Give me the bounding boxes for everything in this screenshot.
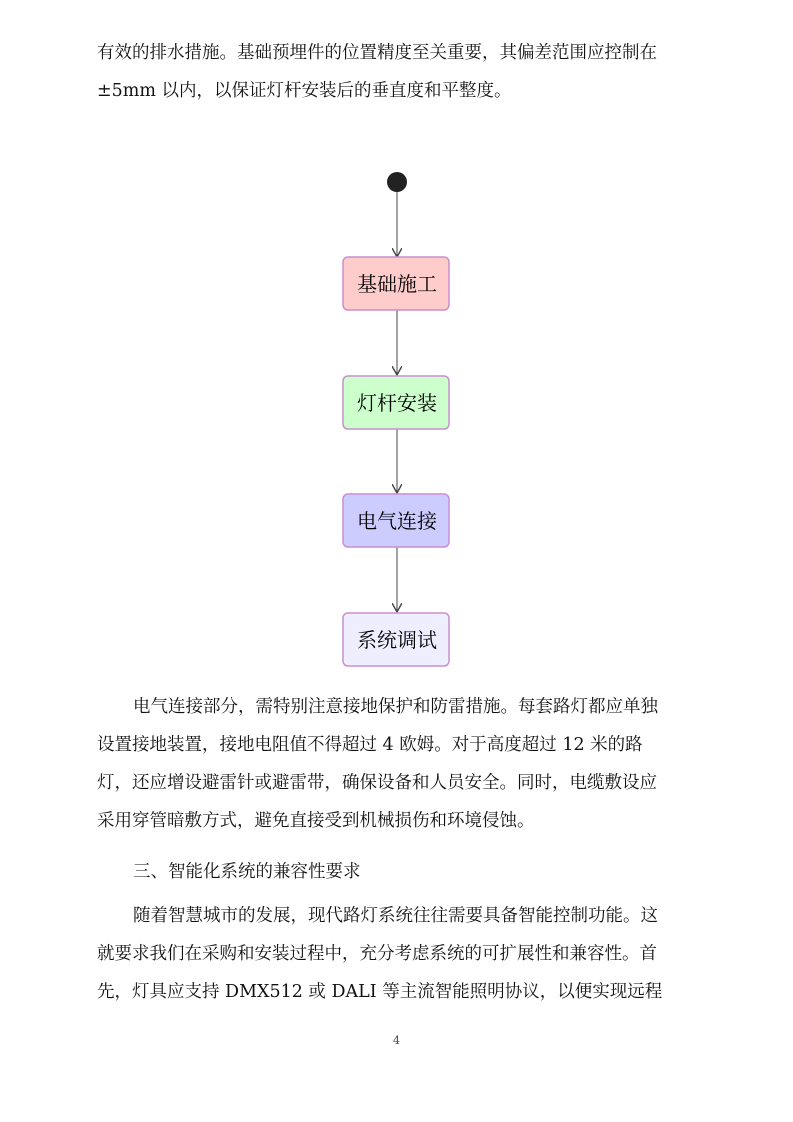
heading-text: 三、智能化系统的兼容性要求 bbox=[133, 862, 361, 882]
text-line: 就要求我们在采购和安装过程中，充分考虑系统的可扩展性和兼容性。首 bbox=[97, 944, 657, 964]
node-label: 系统调试 bbox=[357, 628, 437, 652]
text-line: 采用穿管暗敷方式，避免直接受到机械损伤和环境侵蚀。 bbox=[97, 811, 535, 831]
node-label: 基础施工 bbox=[357, 272, 437, 296]
text-line: 先，灯具应支持 DMX512 或 DALI 等主流智能照明协议，以便实现远程 bbox=[97, 982, 663, 1002]
text-line: 灯，还应增设避雷针或避雷带，确保设备和人员安全。同时，电缆敷设应 bbox=[97, 773, 657, 793]
section-heading bbox=[97, 853, 697, 891]
construction-flowchart bbox=[0, 160, 793, 680]
text-line: ±5mm 以内，以保证灯杆安装后的垂直度和平整度。 bbox=[97, 81, 512, 101]
top-paragraph bbox=[97, 34, 697, 110]
text-line: 电气连接部分，需特别注意接地保护和防雷措施。每套路灯都应单独 bbox=[133, 697, 658, 717]
node-label: 灯杆安装 bbox=[357, 391, 437, 415]
flow-node-electrical-connection bbox=[343, 494, 449, 547]
flow-node-foundation bbox=[343, 257, 449, 310]
text-line: 设置接地装置，接地电阻值不得超过 4 欧姆。对于高度超过 12 米的路 bbox=[97, 735, 643, 755]
paragraph-electrical bbox=[97, 688, 697, 840]
text-line: 随着智慧城市的发展，现代路灯系统往往需要具备智能控制功能。这 bbox=[133, 906, 658, 926]
text-line: 有效的排水措施。基础预埋件的位置精度至关重要，其偏差范围应控制在 bbox=[97, 43, 657, 63]
page-number: 4 bbox=[393, 1034, 400, 1047]
paragraph-smart-city bbox=[97, 897, 697, 1011]
start-node bbox=[387, 172, 407, 192]
flow-node-pole-installation bbox=[343, 376, 449, 429]
node-label: 电气连接 bbox=[357, 509, 437, 533]
flow-node-system-debugging bbox=[343, 613, 449, 666]
